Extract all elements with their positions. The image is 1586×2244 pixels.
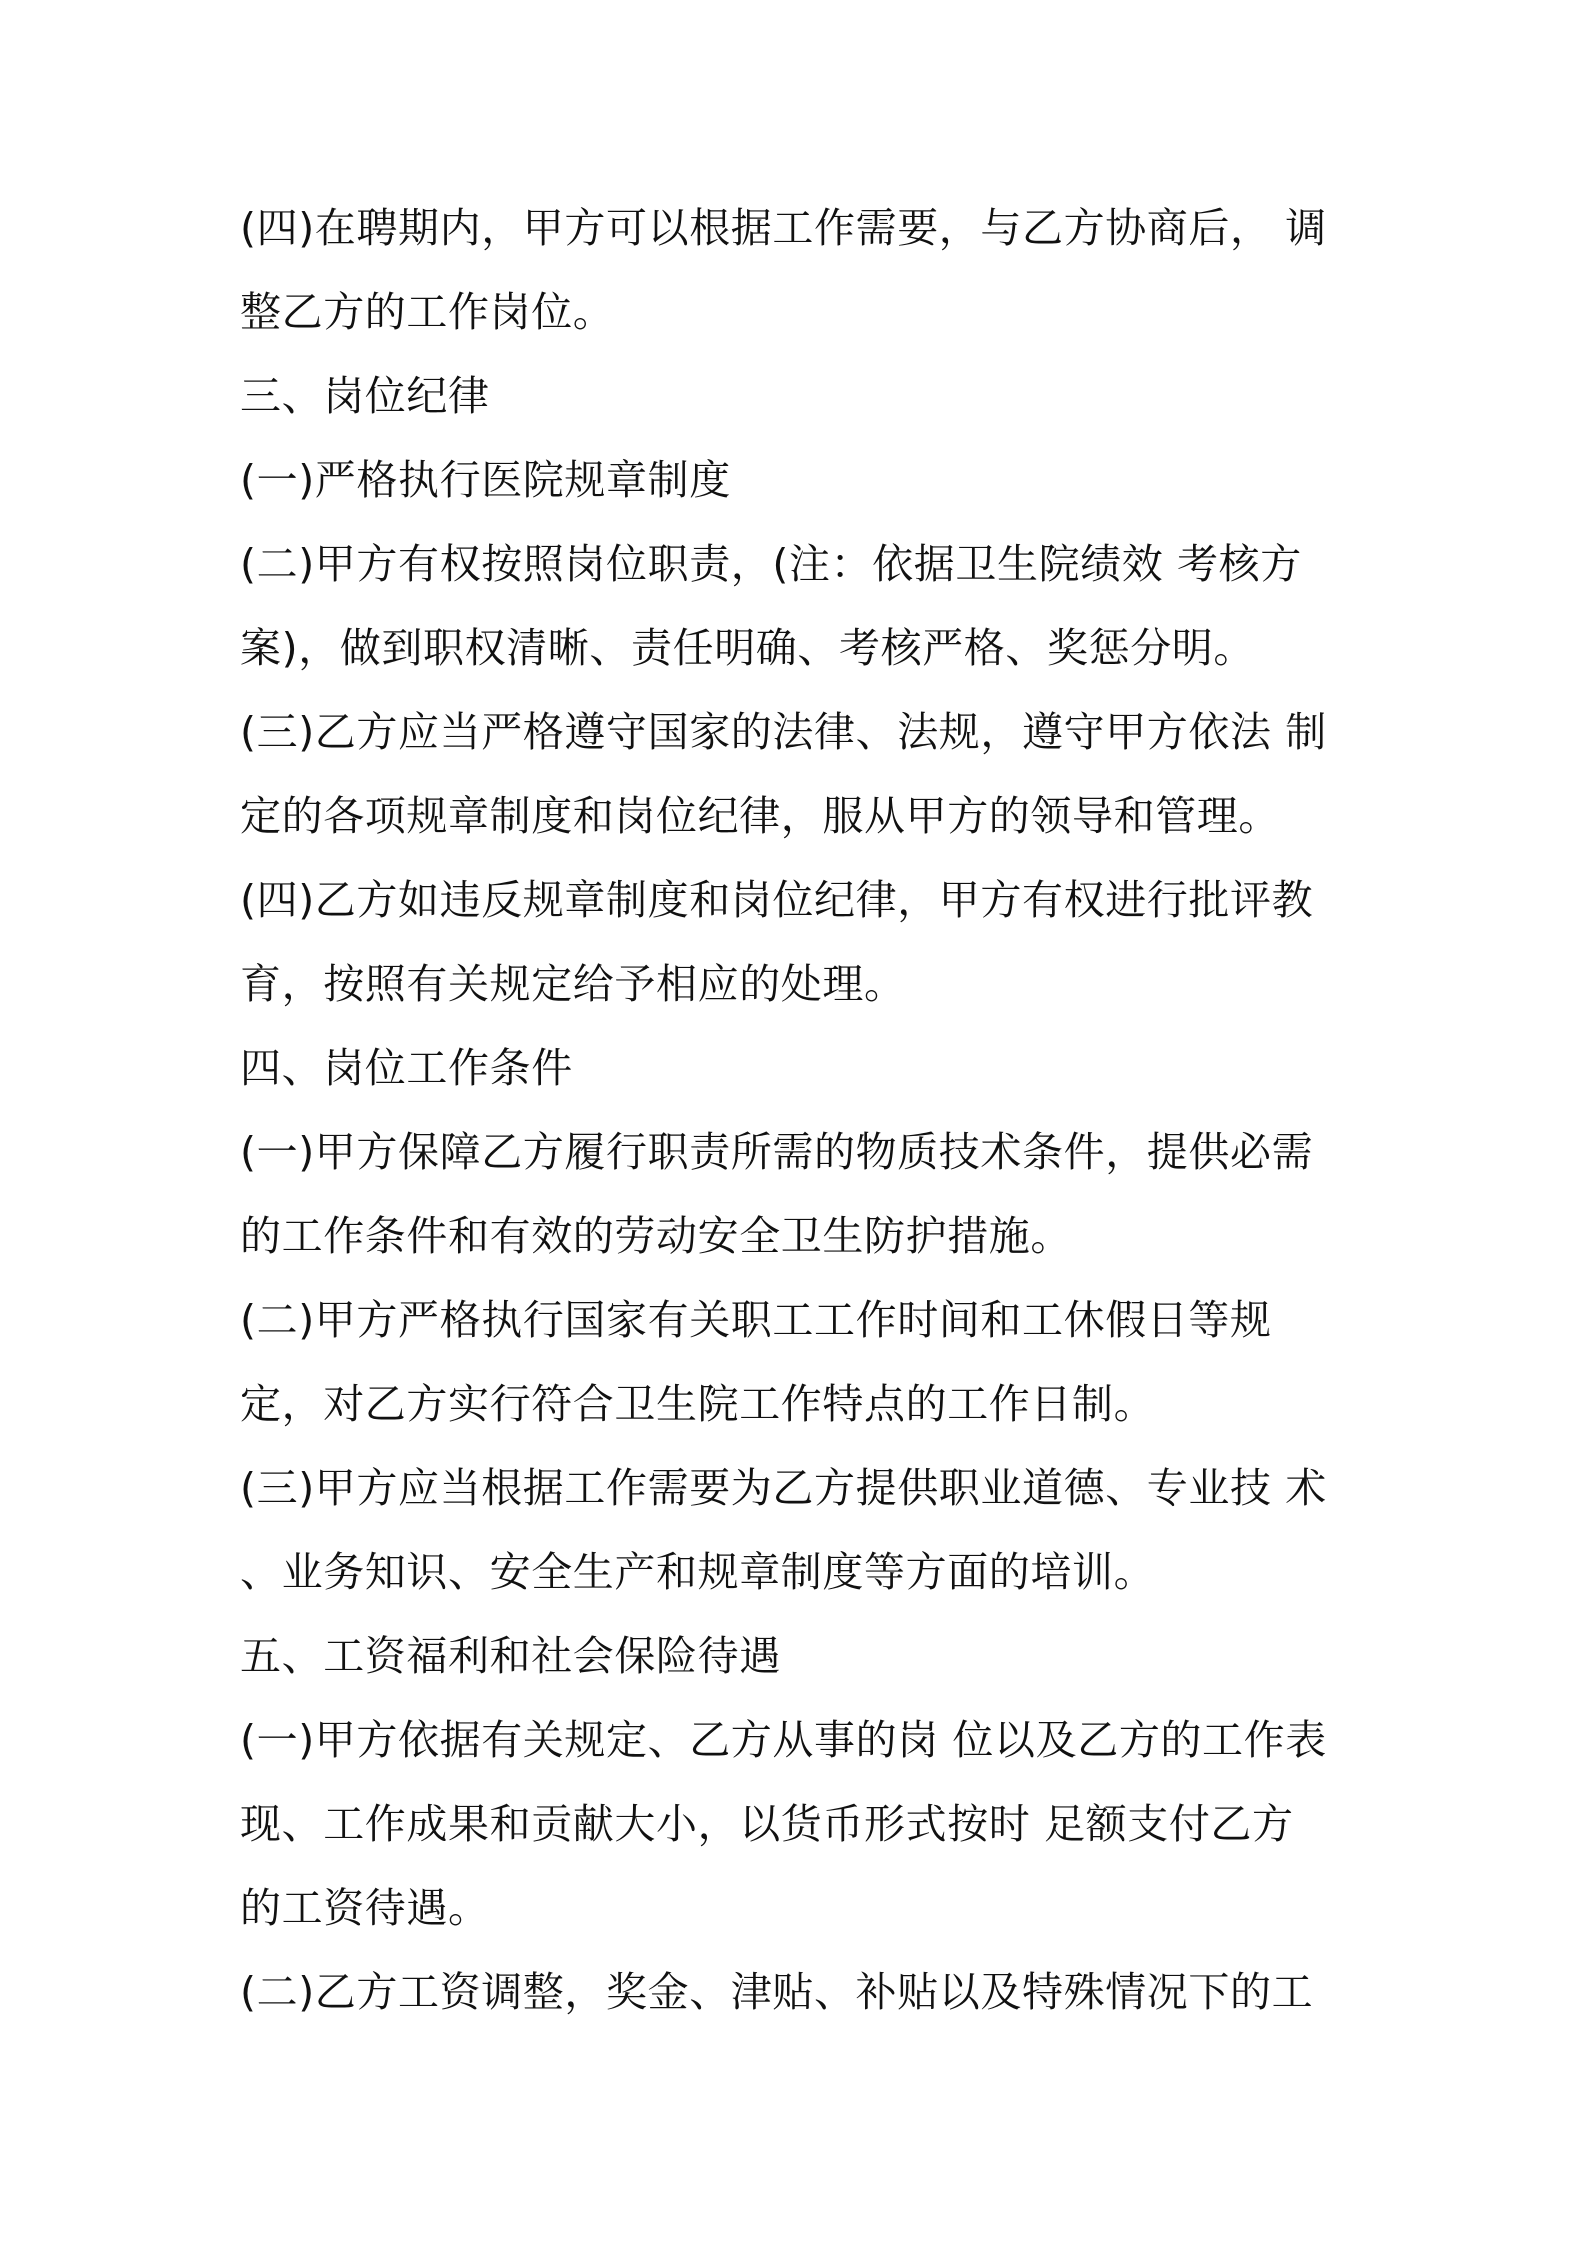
text-line: (三)甲方应当根据工作需要为乙方提供职业道德、专业技 术 <box>240 1464 1327 1512</box>
text-line: 定的各项规章制度和岗位纪律，服从甲方的领导和管理。 <box>240 792 1280 840</box>
text-line: (一)严格执行医院规章制度 <box>240 456 731 504</box>
text-line: 的工资待遇。 <box>240 1884 490 1932</box>
text-line: 、业务知识、安全生产和规章制度等方面的培训。 <box>240 1548 1156 1596</box>
text-line: 整乙方的工作岗位。 <box>240 288 615 336</box>
text-line: (四)乙方如违反规章制度和岗位纪律，甲方有权进行批评教 <box>240 876 1314 924</box>
section-heading: 四、岗位工作条件 <box>240 1044 573 1092</box>
section-heading: 五、工资福利和社会保险待遇 <box>240 1632 781 1680</box>
text-line: (一)甲方保障乙方履行职责所需的物质技术条件，提供必需 <box>240 1128 1314 1176</box>
text-line: (二)甲方有权按照岗位职责，(注：依据卫生院绩效 考核方 <box>240 540 1302 588</box>
text-line: 现、工作成果和贡献大小，以货币形式按时 足额支付乙方 <box>240 1800 1294 1848</box>
text-line: 育，按照有关规定给予相应的处理。 <box>240 960 906 1008</box>
text-line: (二)甲方严格执行国家有关职工工作时间和工休假日等规 <box>240 1296 1272 1344</box>
text-line: 案)，做到职权清晰、责任明确、考核严格、奖惩分明。 <box>240 624 1255 672</box>
section-heading: 三、岗位纪律 <box>240 372 490 420</box>
text-line: (三)乙方应当严格遵守国家的法律、法规，遵守甲方依法 制 <box>240 708 1327 756</box>
text-line: 的工作条件和有效的劳动安全卫生防护措施。 <box>240 1212 1072 1260</box>
text-line: (一)甲方依据有关规定、乙方从事的岗 位以及乙方的工作表 <box>240 1716 1327 1764</box>
text-line: 定，对乙方实行符合卫生院工作特点的工作日制。 <box>240 1380 1156 1428</box>
text-line: (二)乙方工资调整，奖金、津贴、补贴以及特殊情况下的工 <box>240 1968 1314 2016</box>
text-line: (四)在聘期内，甲方可以根据工作需要，与乙方协商后， 调 <box>240 204 1327 252</box>
